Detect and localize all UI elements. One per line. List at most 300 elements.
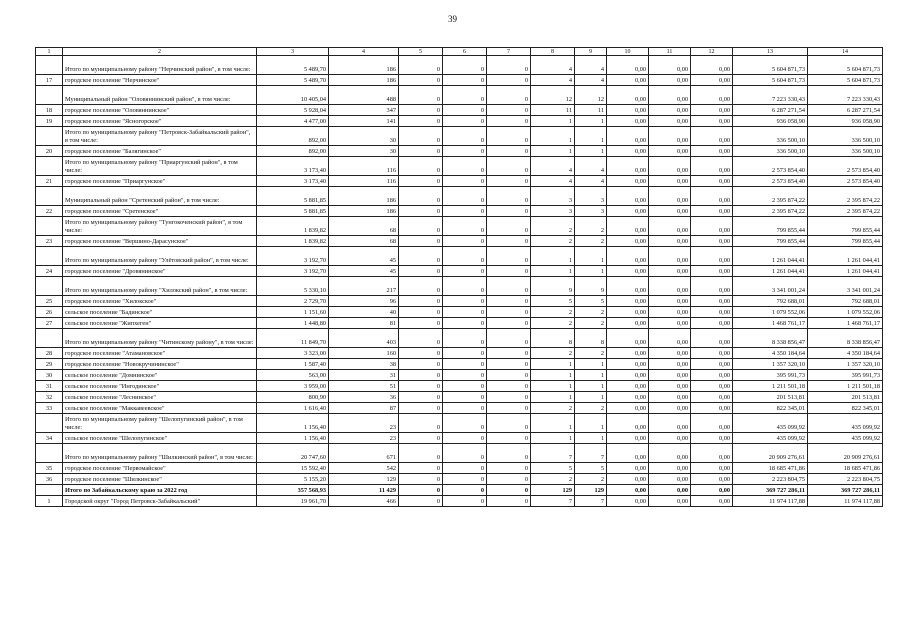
value-cell: 0 (399, 474, 443, 485)
value-cell: 0,00 (691, 277, 733, 296)
column-number-10: 10 (607, 48, 649, 56)
value-cell: 36 (329, 392, 399, 403)
row-number-cell (36, 56, 63, 75)
value-cell: 0,00 (649, 307, 691, 318)
value-cell: 0,00 (691, 296, 733, 307)
row-number-cell (36, 329, 63, 348)
value-cell: 0,00 (607, 370, 649, 381)
subtotal-row (36, 157, 883, 176)
value-cell: 0 (487, 359, 531, 370)
value-cell: 0,00 (607, 266, 649, 277)
value-cell: 160 (329, 348, 399, 359)
value-cell: 0,00 (691, 157, 733, 176)
value-cell: 1 (575, 392, 607, 403)
value-cell: 1 (575, 359, 607, 370)
value-cell: 0 (443, 236, 487, 247)
value-cell: 5 604 871,73 (733, 75, 808, 86)
municipality-name-cell: сельское поселение "Леснинское" (63, 392, 257, 403)
value-cell: 116 (329, 157, 399, 176)
value-cell: 0,00 (607, 217, 649, 236)
value-cell: 336 500,10 (733, 127, 808, 146)
subtotal-row (36, 217, 883, 236)
row-number-cell: 24 (36, 266, 63, 277)
row-number-cell (36, 86, 63, 105)
municipality-name-cell: Итого по муниципальному району "Нерчинский район", в том числе: (63, 56, 257, 75)
municipality-name-cell: Итого по муниципальному району "Улётовский район", в том числе: (63, 247, 257, 266)
value-cell: 0,00 (691, 56, 733, 75)
row-number-cell (36, 127, 63, 146)
municipality-name-cell: сельское поселение "Бадинское" (63, 307, 257, 318)
row-number-cell (36, 444, 63, 463)
municipality-name-cell: городское поселение "Дровянинское" (63, 266, 257, 277)
row-number-cell: 32 (36, 392, 63, 403)
value-cell: 0 (443, 318, 487, 329)
value-cell: 0,00 (607, 496, 649, 507)
table-row (36, 381, 883, 392)
value-cell: 2 (575, 403, 607, 414)
value-cell: 0 (443, 176, 487, 187)
row-number-cell: 27 (36, 318, 63, 329)
value-cell: 2 223 804,75 (808, 474, 883, 485)
value-cell: 936 058,90 (733, 116, 808, 127)
value-cell: 1 079 552,06 (733, 307, 808, 318)
value-cell: 1 (531, 247, 575, 266)
table-row (36, 496, 883, 507)
value-cell: 2 395 874,22 (733, 206, 808, 217)
value-cell: 2 573 854,40 (808, 157, 883, 176)
value-cell: 0 (487, 206, 531, 217)
subtotal-row (36, 247, 883, 266)
subtotal-row (36, 56, 883, 75)
value-cell: 2 (575, 236, 607, 247)
row-number-cell: 28 (36, 348, 63, 359)
row-number-cell: 23 (36, 236, 63, 247)
value-cell: 0 (443, 370, 487, 381)
municipality-name-cell: городское поселение "Вершино-Дарасунское" (63, 236, 257, 247)
municipality-name-cell: городское поселение "Ясногорское" (63, 116, 257, 127)
value-cell: 2 729,70 (257, 296, 329, 307)
row-number-cell: 35 (36, 463, 63, 474)
value-cell: 0 (443, 187, 487, 206)
value-cell: 2 573 854,40 (808, 176, 883, 187)
value-cell: 0 (399, 463, 443, 474)
value-cell: 0 (399, 247, 443, 266)
value-cell: 0 (399, 307, 443, 318)
value-cell: 0 (399, 277, 443, 296)
value-cell: 0 (487, 474, 531, 485)
value-cell: 5 881,85 (257, 206, 329, 217)
row-number-cell (36, 485, 63, 496)
municipality-name-cell: городское поселение "Сретенское" (63, 206, 257, 217)
value-cell: 0 (399, 187, 443, 206)
value-cell: 0,00 (649, 236, 691, 247)
value-cell: 0 (399, 75, 443, 86)
value-cell: 0 (487, 266, 531, 277)
value-cell: 1 448,80 (257, 318, 329, 329)
value-cell: 2 (531, 348, 575, 359)
value-cell: 5 604 871,73 (808, 56, 883, 75)
value-cell: 30 (329, 127, 399, 146)
value-cell: 2 (531, 307, 575, 318)
column-number-13: 13 (733, 48, 808, 56)
value-cell: 2 223 804,75 (733, 474, 808, 485)
value-cell: 0,00 (607, 381, 649, 392)
value-cell: 0 (443, 359, 487, 370)
value-cell: 357 568,93 (257, 485, 329, 496)
municipality-name-cell: городское поселение "Новокручининское" (63, 359, 257, 370)
value-cell: 3 (531, 206, 575, 217)
value-cell: 0 (399, 116, 443, 127)
value-cell: 1 (531, 266, 575, 277)
value-cell: 0,00 (607, 146, 649, 157)
value-cell: 18 685 471,86 (733, 463, 808, 474)
value-cell: 0,00 (607, 414, 649, 433)
column-number-4: 4 (329, 48, 399, 56)
value-cell: 0 (443, 247, 487, 266)
value-cell: 3 192,70 (257, 266, 329, 277)
value-cell: 1 (575, 370, 607, 381)
table-row (36, 463, 883, 474)
value-cell: 51 (329, 381, 399, 392)
row-number-cell (36, 187, 63, 206)
value-cell: 0 (487, 307, 531, 318)
value-cell: 9 (531, 277, 575, 296)
value-cell: 1 156,40 (257, 433, 329, 444)
value-cell: 0,00 (607, 392, 649, 403)
value-cell: 0 (487, 433, 531, 444)
table-row (36, 392, 883, 403)
value-cell: 0,00 (607, 86, 649, 105)
value-cell: 0 (399, 157, 443, 176)
municipality-name-cell: Итого по муниципальному району "Приаргунский район", в том числе: (63, 157, 257, 176)
value-cell: 23 (329, 414, 399, 433)
value-cell: 2 395 874,22 (808, 206, 883, 217)
value-cell: 2 573 854,40 (733, 157, 808, 176)
value-cell: 336 500,10 (808, 127, 883, 146)
value-cell: 0 (399, 444, 443, 463)
value-cell: 0 (487, 105, 531, 116)
value-cell: 0 (399, 359, 443, 370)
municipality-name-cell: сельское поселение "Домнинское" (63, 370, 257, 381)
value-cell: 0,00 (649, 277, 691, 296)
value-cell: 0,00 (691, 381, 733, 392)
value-cell: 45 (329, 247, 399, 266)
value-cell: 0 (487, 381, 531, 392)
row-number-cell: 26 (36, 307, 63, 318)
value-cell: 5 (575, 463, 607, 474)
value-cell: 186 (329, 187, 399, 206)
value-cell: 2 (531, 217, 575, 236)
value-cell: 4 350 184,64 (733, 348, 808, 359)
value-cell: 116 (329, 176, 399, 187)
value-cell: 1 839,82 (257, 217, 329, 236)
table-row (36, 348, 883, 359)
value-cell: 23 (329, 433, 399, 444)
row-number-cell: 25 (36, 296, 63, 307)
value-cell: 0 (399, 496, 443, 507)
value-cell: 0,00 (691, 146, 733, 157)
value-cell: 369 727 286,11 (808, 485, 883, 496)
value-cell: 347 (329, 105, 399, 116)
value-cell: 0,00 (607, 127, 649, 146)
value-cell: 1 468 761,17 (733, 318, 808, 329)
table-row (36, 359, 883, 370)
value-cell: 4 (575, 176, 607, 187)
value-cell: 0 (443, 329, 487, 348)
row-number-cell (36, 277, 63, 296)
value-cell: 2 (575, 307, 607, 318)
table-row (36, 266, 883, 277)
value-cell: 1 261 044,41 (808, 247, 883, 266)
value-cell: 0 (399, 206, 443, 217)
value-cell: 395 991,73 (733, 370, 808, 381)
value-cell: 2 (575, 318, 607, 329)
municipality-name-cell: Муниципальный район "Оловяннинский район", в том числе: (63, 86, 257, 105)
value-cell: 0,00 (607, 329, 649, 348)
value-cell: 0 (399, 56, 443, 75)
value-cell: 15 592,40 (257, 463, 329, 474)
value-cell: 12 (575, 86, 607, 105)
column-number-6: 6 (443, 48, 487, 56)
value-cell: 800,90 (257, 392, 329, 403)
column-number-8: 8 (531, 48, 575, 56)
row-number-cell: 20 (36, 146, 63, 157)
value-cell: 5 155,20 (257, 474, 329, 485)
value-cell: 4 350 184,64 (808, 348, 883, 359)
value-cell: 6 287 271,54 (733, 105, 808, 116)
value-cell: 0 (443, 307, 487, 318)
value-cell: 129 (531, 485, 575, 496)
value-cell: 1 (531, 414, 575, 433)
value-cell: 0 (399, 86, 443, 105)
column-number-11: 11 (649, 48, 691, 56)
value-cell: 2 (531, 318, 575, 329)
value-cell: 892,00 (257, 146, 329, 157)
value-cell: 19 961,70 (257, 496, 329, 507)
row-number-cell: 33 (36, 403, 63, 414)
value-cell: 0 (443, 474, 487, 485)
value-cell: 8 (531, 329, 575, 348)
value-cell: 936 058,90 (808, 116, 883, 127)
value-cell: 0 (443, 392, 487, 403)
value-cell: 0,00 (691, 75, 733, 86)
value-cell: 0 (399, 146, 443, 157)
value-cell: 0,00 (649, 444, 691, 463)
municipality-name-cell: городское поселение "Шилкинское" (63, 474, 257, 485)
value-cell: 435 099,92 (733, 433, 808, 444)
subtotal-row (36, 127, 883, 146)
value-cell: 0,00 (649, 414, 691, 433)
value-cell: 0,00 (607, 105, 649, 116)
value-cell: 542 (329, 463, 399, 474)
municipality-name-cell: Муниципальный район "Сретенский район", в том числе: (63, 187, 257, 206)
value-cell: 0,00 (607, 318, 649, 329)
value-cell: 2 (531, 236, 575, 247)
municipality-name-cell: Итого по муниципальному району "Читинскому району", в том числе: (63, 329, 257, 348)
value-cell: 0,00 (691, 433, 733, 444)
value-cell: 4 (575, 157, 607, 176)
value-cell: 4 (531, 56, 575, 75)
row-number-cell: 22 (36, 206, 63, 217)
column-number-3: 3 (257, 48, 329, 56)
value-cell: 0,00 (649, 266, 691, 277)
subtotal-row (36, 187, 883, 206)
municipality-name-cell: Итого по муниципальному району "Хилокский район", в том числе: (63, 277, 257, 296)
value-cell: 0,00 (607, 485, 649, 496)
value-cell: 18 685 471,86 (808, 463, 883, 474)
value-cell: 5 489,70 (257, 56, 329, 75)
value-cell: 0,00 (649, 127, 691, 146)
value-cell: 0 (443, 348, 487, 359)
value-cell: 0 (399, 266, 443, 277)
value-cell: 0,00 (607, 157, 649, 176)
table-row (36, 370, 883, 381)
municipality-name-cell: городское поселение "Приаргунское" (63, 176, 257, 187)
value-cell: 0 (443, 75, 487, 86)
table-row (36, 116, 883, 127)
table-row (36, 176, 883, 187)
row-number-cell: 21 (36, 176, 63, 187)
value-cell: 1 (575, 266, 607, 277)
table-row (36, 105, 883, 116)
value-cell: 1 839,82 (257, 236, 329, 247)
row-number-cell: 19 (36, 116, 63, 127)
value-cell: 563,00 (257, 370, 329, 381)
value-cell: 201 513,81 (733, 392, 808, 403)
municipality-name-cell: городское поселение "Первомайское" (63, 463, 257, 474)
value-cell: 0,00 (691, 463, 733, 474)
value-cell: 0,00 (649, 485, 691, 496)
value-cell: 0,00 (607, 247, 649, 266)
value-cell: 1 (575, 381, 607, 392)
value-cell: 3 (575, 206, 607, 217)
value-cell: 1 468 761,17 (808, 318, 883, 329)
row-number-cell: 34 (36, 433, 63, 444)
value-cell: 0,00 (691, 247, 733, 266)
value-cell: 0,00 (649, 247, 691, 266)
value-cell: 0,00 (649, 116, 691, 127)
value-cell: 45 (329, 266, 399, 277)
subtotal-row (36, 414, 883, 433)
value-cell: 81 (329, 318, 399, 329)
value-cell: 0 (487, 176, 531, 187)
value-cell: 0,00 (649, 146, 691, 157)
value-cell: 8 338 856,47 (733, 329, 808, 348)
table-row (36, 474, 883, 485)
value-cell: 1 (531, 381, 575, 392)
value-cell: 0,00 (649, 433, 691, 444)
value-cell: 0 (443, 157, 487, 176)
value-cell: 1 (531, 127, 575, 146)
municipality-name-cell: городское поселение "Оловяннинское" (63, 105, 257, 116)
value-cell: 0 (399, 433, 443, 444)
value-cell: 217 (329, 277, 399, 296)
row-number-cell: 30 (36, 370, 63, 381)
value-cell: 5 604 871,73 (808, 75, 883, 86)
value-cell: 488 (329, 86, 399, 105)
table-row (36, 318, 883, 329)
value-cell: 0,00 (649, 381, 691, 392)
value-cell: 1 616,40 (257, 403, 329, 414)
column-number-7: 7 (487, 48, 531, 56)
municipality-name-cell: Итого по Забайкальскому краю за 2022 год (63, 485, 257, 496)
value-cell: 0,00 (691, 370, 733, 381)
value-cell: 11 (575, 105, 607, 116)
value-cell: 0 (443, 266, 487, 277)
column-number-2: 2 (63, 48, 257, 56)
value-cell: 4 (575, 75, 607, 86)
page-number: 39 (448, 14, 457, 24)
value-cell: 0,00 (691, 359, 733, 370)
value-cell: 0 (399, 485, 443, 496)
value-cell: 0 (399, 105, 443, 116)
value-cell: 0,00 (649, 359, 691, 370)
municipality-name-cell: Итого по муниципальному району "Петровск-Забайкальский район", в том числе: (63, 127, 257, 146)
value-cell: 0,00 (691, 414, 733, 433)
value-cell: 792 688,01 (808, 296, 883, 307)
subtotal-row (36, 444, 883, 463)
value-cell: 0,00 (691, 329, 733, 348)
value-cell: 3 192,70 (257, 247, 329, 266)
value-cell: 0 (399, 236, 443, 247)
value-cell: 129 (329, 474, 399, 485)
value-cell: 0 (487, 370, 531, 381)
value-cell: 2 (575, 474, 607, 485)
value-cell: 2 395 874,22 (808, 187, 883, 206)
value-cell: 4 (575, 56, 607, 75)
value-cell: 0,00 (607, 277, 649, 296)
column-number-14: 14 (808, 48, 883, 56)
value-cell: 1 587,40 (257, 359, 329, 370)
value-cell: 3 341 001,24 (808, 277, 883, 296)
value-cell: 799 855,44 (733, 236, 808, 247)
value-cell: 0 (399, 403, 443, 414)
value-cell: 0 (487, 348, 531, 359)
value-cell: 0,00 (607, 296, 649, 307)
value-cell: 38 (329, 359, 399, 370)
value-cell: 0 (487, 485, 531, 496)
value-cell: 1 151,60 (257, 307, 329, 318)
value-cell: 0 (487, 277, 531, 296)
value-cell: 1 261 044,41 (733, 266, 808, 277)
value-cell: 1 (575, 414, 607, 433)
value-cell: 0 (487, 496, 531, 507)
municipality-name-cell: Итого по муниципальному району "Тунгокоченский район", в том числе: (63, 217, 257, 236)
value-cell: 7 (575, 444, 607, 463)
value-cell: 1 (531, 370, 575, 381)
value-cell: 0,00 (649, 496, 691, 507)
value-cell: 0 (443, 485, 487, 496)
value-cell: 0,00 (691, 318, 733, 329)
value-cell: 0,00 (607, 75, 649, 86)
value-cell: 395 991,73 (808, 370, 883, 381)
value-cell: 0 (487, 403, 531, 414)
value-cell: 0 (487, 318, 531, 329)
subtotal-row (36, 86, 883, 105)
row-number-cell: 29 (36, 359, 63, 370)
value-cell: 0 (443, 444, 487, 463)
value-cell: 0,00 (649, 176, 691, 187)
value-cell: 1 261 044,41 (733, 247, 808, 266)
value-cell: 0 (487, 146, 531, 157)
value-cell: 1 (575, 127, 607, 146)
row-number-cell: 31 (36, 381, 63, 392)
column-number-1: 1 (36, 48, 63, 56)
value-cell: 5 (575, 296, 607, 307)
value-cell: 87 (329, 403, 399, 414)
value-cell: 0,00 (649, 318, 691, 329)
value-cell: 0,00 (691, 86, 733, 105)
